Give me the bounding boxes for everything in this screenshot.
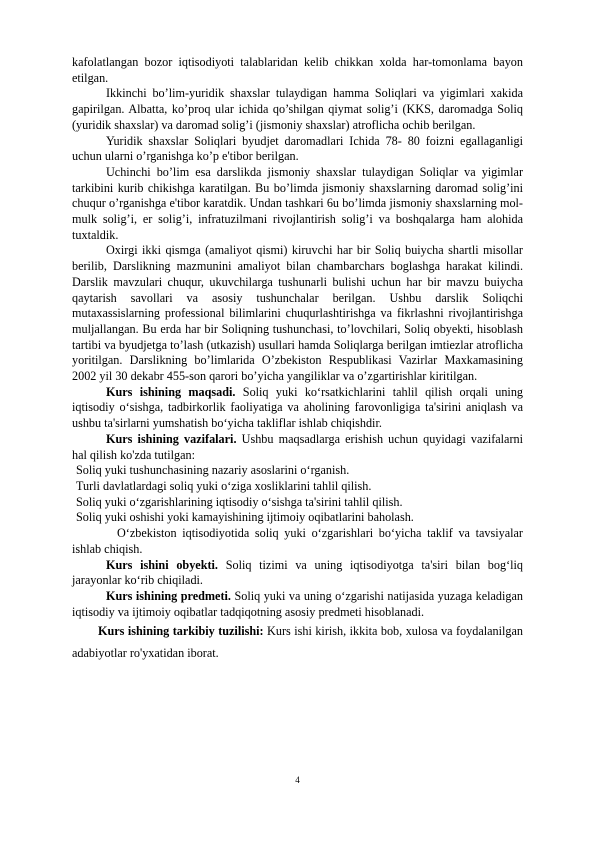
structure-heading: Kurs ishining tarkibiy tuzilishi:: [98, 624, 264, 639]
purpose-text: Soliq yuki ko‘rsatkichlarini tahlil qilish orqali uning iqtisodiy o‘sishga, tadbirkorlik faoliyatiga va aholining farovonligiga ta'sirini aniqlash va ushbu ta'sirlarni yumshatish bo‘yicha takliflar ishlab chiqishdir.: [72, 384, 524, 431]
paragraph-subject: [72, 589, 523, 620]
paragraph-object: [72, 558, 523, 589]
list-item: Soliq yuki o‘zgarishlarining iqtisodiy o‘sishga ta'sirini tahlil qilish.: [76, 494, 403, 509]
structure-text: Kurs ishi kirish, ikkita bob, xulosa va foydalanilgan adabiyotlar ro'yxatidan iborat.: [72, 624, 523, 661]
list-item: Soliq yuki tushunchasining nazariy asoslarini o‘rganish.: [76, 463, 350, 478]
paragraph-structure: [72, 620, 523, 664]
object-text: Soliq tizimi va uning iqtisodiyotga ta'siri bilan bog‘liq jarayonlar ko‘rib chiqiladi.: [72, 557, 523, 588]
subject-text: Soliq yuki va uning o‘zgarishi natijasida yuzaga keladigan iqtisodiy va ijtimoiy oqibatlar tadqiqotning asosiy predmeti hisoblanadi.: [72, 588, 523, 619]
paragraph-second-section: Ikkinchi bo’lim-yuridik shaxslar tulaydigan hamma Soliqlari va yigimlari xakida gapirilgan. Albatta, ko’proq ular ichida qo’shilgan qiymat solig’i (KKS, daromadga Soliq (yuridik shaxslar) va daromad solig’i (jismoniy shaxslar) atroflicha ochib berilgan.: [72, 86, 523, 132]
subject-heading: Kurs ishining predmeti.: [106, 588, 231, 603]
paragraph-tasks: [72, 432, 523, 463]
paragraph-recommendations: O‘zbekiston iqtisodiyotida soliq yuki o‘zgarishlari bo‘yicha taklif va tavsiyalar ishlab chiqish.: [72, 526, 523, 556]
tasks-text: Ushbu maqsadlarga erishish uchun quyidagi vazifalarni hal qilish ko'zda tutilgan:: [72, 431, 524, 462]
paragraph-intro-end: kafolatlangan bozor iqtisodiyoti talablaridan kelib chikkan xolda har-tomonlama bayon etilgan.: [72, 55, 523, 85]
object-heading: Kurs ishini obyekti.: [106, 557, 218, 572]
paragraph-third-section: Uchinchi bo’lim esa darslikda jismoniy shaxslar tulaydigan Soliqlar va yigimlar tarkibini kurib chikishga karatilgan. Bu bo’limda jismoniy shaxslarning daromad solig’ini chuqur o’rganishga e'tibor karatdik. Undan tashkari 6u bo’limda jismoniy shaxslarning mol-mulk solig’i, er solig’i, infratuzilmani rivojlantirish solig’i va boshqalarga ham alohida tuxtaldik.: [72, 164, 523, 242]
paragraph-purpose: [72, 385, 523, 432]
paragraph-legal-entity-taxes: Yuridik shaxslar Soliqlari byudjet daromadlari Ichida 78- 80 foizni egallaganligi uchun ularni o’rganishga ko’p e'tibor berilgan.: [72, 133, 523, 164]
list-item: Turli davlatlardagi soliq yuki o‘ziga xosliklarini tahlil qilish.: [76, 478, 372, 493]
page-number: 4: [295, 775, 300, 785]
purpose-heading: Kurs ishining maqsadi.: [106, 384, 236, 399]
document-body: [72, 55, 523, 664]
list-item: Soliq yuki oshishi yoki kamayishining ijtimoiy oqibatlarini baholash.: [76, 510, 414, 525]
tasks-heading: Kurs ishining vazifalari.: [106, 431, 237, 446]
paragraph-practical-part: Oxirgi ikki qismga (amaliyot qismi) kiruvchi har bir Soliq buiycha shartli misollar berilib, Darslikning mazmunini amaliyot bilan chambarchars boglashga harakat kilindi. Darslik mavzulari chuqur, ukuvchilarga tushunarli bulishi uchun har bir mavzu buiycha qaytarish savollari va asosiy tushunchalar berilgan. Ushbu darslik Soliqchi mutaxassislarning professional bilimlarini chuqurlashtirishga va fikrlashni rivojlantirishga muljallangan. Bu erda har bir Soliqning tushunchasi, to’lovchilari, Soliq obyekti, hisoblash tartibi va byudjetga to’lash (utkazish) usullari hamda Soliqlarga berilgan imtiezlar atroflicha yoritilgan. Darslikning bo’limlarida O’zbekiston Respublikasi Vazirlar Maxkamasining 2002 yil 30 dekabr 455-son qarori bo’yicha yangiliklar va o’zgartirishlar kiritilgan.: [72, 243, 523, 384]
